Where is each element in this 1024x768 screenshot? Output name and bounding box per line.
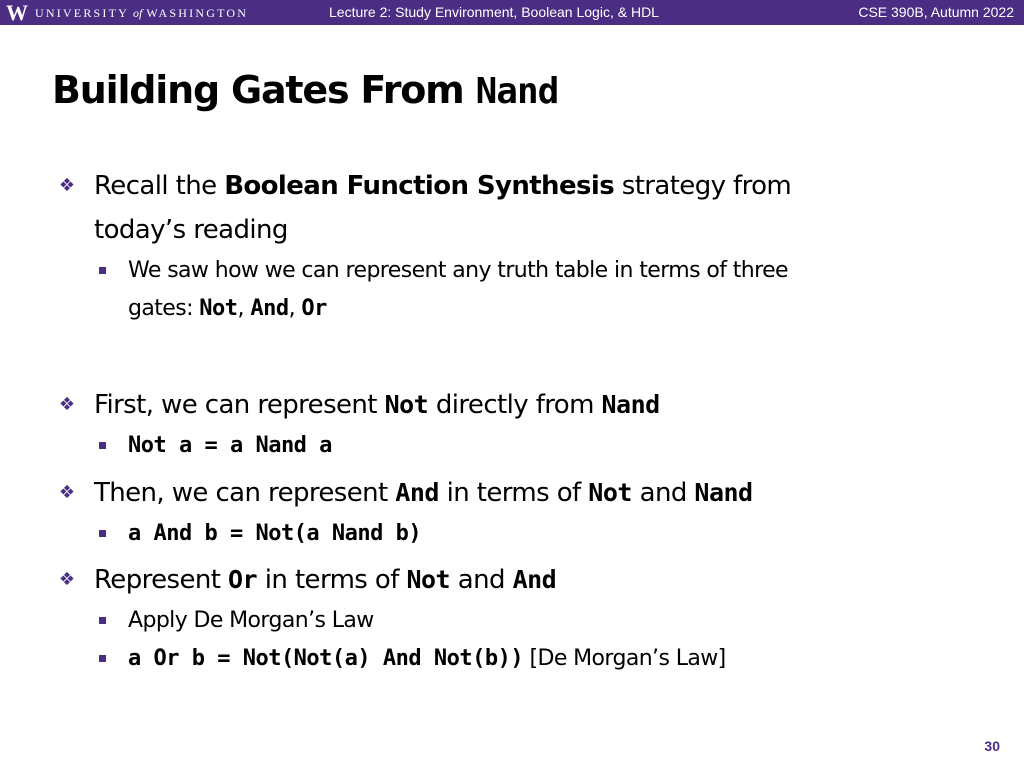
bullet-2-sub (128, 427, 332, 465)
bullet-1-line-2: today’s reading (94, 215, 288, 245)
diamond-bullet-icon: ❖ (58, 569, 76, 590)
bullet-1-bold: Boolean Function Synthesis (224, 171, 615, 201)
code-or: Or (301, 296, 327, 321)
bullet-3-mid: in terms of (446, 478, 581, 508)
bullet-3-and-word: and (639, 478, 687, 508)
bullet-4 (94, 558, 556, 602)
bullet-1-pre: Recall the (94, 171, 217, 201)
wordmark-of: of (133, 6, 143, 20)
bullet-4-and-word: and (457, 565, 505, 595)
code-not: Not (588, 478, 632, 507)
bullet-1-line-1 (94, 164, 791, 208)
course-info: CSE 390B, Autumn 2022 (858, 4, 1014, 20)
wordmark-washington: WASHINGTON (146, 6, 249, 20)
code-not: Not (406, 565, 451, 594)
bullet-3-sub (128, 515, 421, 553)
code-and: And (395, 478, 439, 507)
lecture-title: Lecture 2: Study Environment, Boolean Logic, & HDL (329, 4, 659, 20)
code-nand: Nand (694, 478, 753, 507)
square-bullet-icon (99, 617, 106, 624)
bullet-2 (94, 383, 660, 427)
code-not: Not (199, 296, 238, 321)
code-nand: Nand (601, 390, 660, 419)
code-demorgan-equation: a Or b = Not(Not(a) And Not(b)) (128, 646, 524, 671)
diamond-bullet-icon: ❖ (58, 394, 76, 415)
bullet-3-pre: Then, we can represent (94, 478, 388, 508)
bullet-4-sub-2 (128, 640, 726, 678)
comma: , (237, 296, 244, 321)
slide-title-code: Nand (475, 71, 559, 112)
bullet-1-sub-line-2 (128, 290, 327, 328)
square-bullet-icon (99, 530, 106, 537)
bullet-2-pre: First, we can represent (94, 390, 377, 420)
diamond-bullet-icon: ❖ (58, 175, 76, 196)
demorgan-note: [De Morgan’s Law] (529, 646, 726, 671)
bullet-3 (94, 471, 753, 515)
wordmark-university: UNIVERSITY (35, 6, 129, 20)
code-and: And (512, 565, 557, 594)
bullet-1-sub-line-1: We saw how we can represent any truth table in terms of three (128, 258, 788, 283)
code-and-equation: a And b = Not(a Nand b) (128, 521, 422, 546)
bullet-4-mid: in terms of (264, 565, 399, 595)
page-number: 30 (984, 738, 1000, 754)
slide-title-text: Building Gates From (52, 68, 464, 112)
code-and: And (250, 296, 289, 321)
code-not-equation: Not a = a Nand a (128, 433, 332, 458)
bullet-1-sub-pre: gates: (128, 296, 193, 321)
square-bullet-icon (99, 655, 106, 662)
bullet-1-post: strategy from (621, 171, 792, 201)
code-not: Not (384, 390, 429, 419)
bullet-4-pre: Represent (94, 565, 221, 595)
square-bullet-icon (99, 442, 106, 449)
bullet-4-sub-1: Apply De Morgan’s Law (128, 608, 374, 633)
bullet-2-mid: directly from (435, 390, 594, 420)
code-or: Or (228, 565, 258, 594)
comma: , (288, 296, 296, 321)
square-bullet-icon (99, 267, 106, 274)
diamond-bullet-icon: ❖ (58, 482, 76, 503)
uw-w-logo-icon: W (6, 0, 28, 25)
